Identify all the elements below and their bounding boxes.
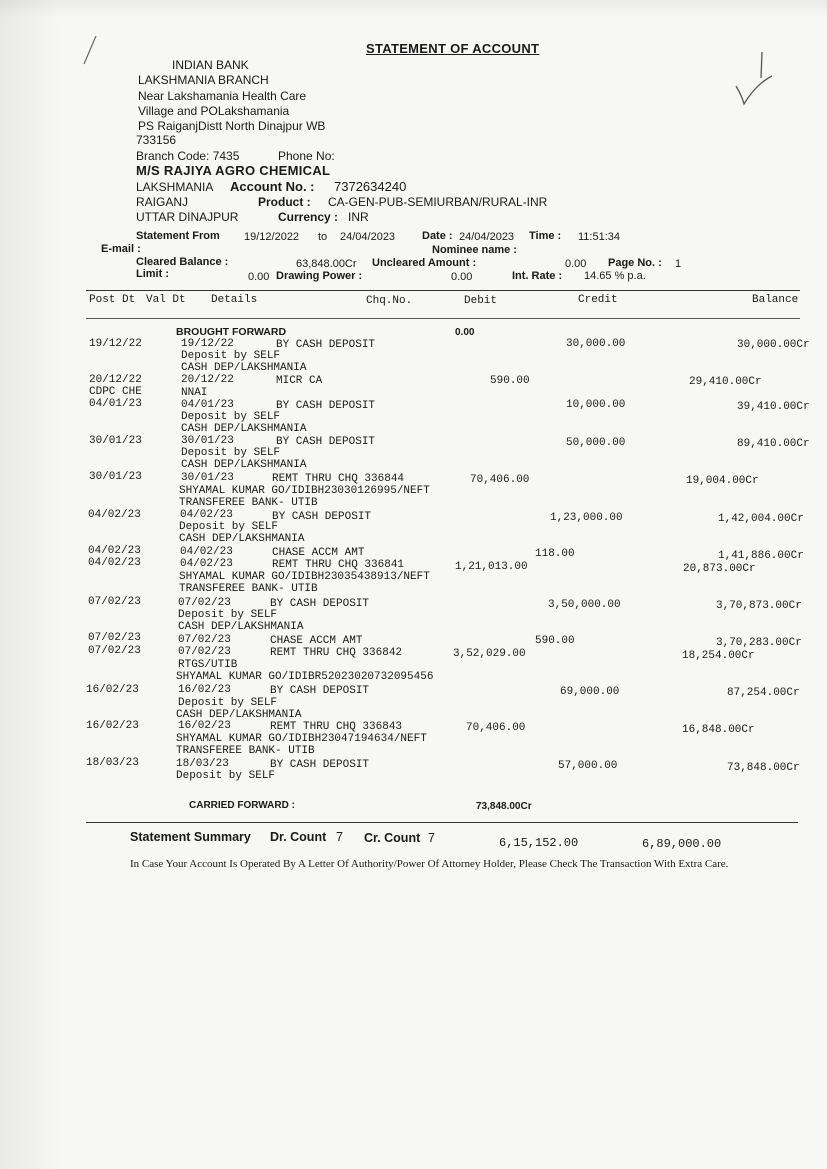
detail-line: Deposit by SELF xyxy=(181,411,281,423)
detail-line: CASH DEP/LAKSHMANIA xyxy=(181,362,307,374)
debit-total: 6,15,152.00 xyxy=(499,836,579,850)
cleared-balance: 63,848.00Cr xyxy=(296,258,357,270)
balance-amount: 20,873.00Cr xyxy=(683,563,756,575)
limit-value: 0.00 xyxy=(248,271,270,283)
detail-line: NNAI xyxy=(181,387,208,399)
branch-code: Branch Code: 7435 xyxy=(136,149,240,163)
interest-rate: 14.65 % p.a. xyxy=(584,270,646,282)
value-date: 04/02/23 xyxy=(180,546,233,558)
date-value: 24/04/2023 xyxy=(459,231,515,243)
time-value: 11:51:34 xyxy=(578,231,621,243)
post-date: 07/02/23 xyxy=(88,596,141,608)
credit-amount: 50,000.00 xyxy=(566,437,626,449)
column-debit: Debit xyxy=(464,295,498,307)
post-date: 04/02/23 xyxy=(88,545,141,557)
debit-amount: 70,406.00 xyxy=(470,474,530,486)
transaction-description: REMT THRU CHQ 336843 xyxy=(270,721,403,733)
uncleared-label: Uncleared Amount : xyxy=(372,257,477,269)
debit-amount: 118.00 xyxy=(535,548,575,560)
detail-line: Deposit by SELF xyxy=(176,770,276,782)
bank-branch: LAKSHMANIA BRANCH xyxy=(138,73,269,87)
post-date: 30/01/23 xyxy=(89,435,142,447)
post-date: 04/02/23 xyxy=(88,509,141,521)
column-cheque-number: Chq.No. xyxy=(366,295,413,307)
value-date: 30/01/23 xyxy=(181,472,234,484)
bank-name: INDIAN BANK xyxy=(172,58,249,72)
transaction-description: BY CASH DEPOSIT xyxy=(276,436,376,448)
value-date: 04/02/23 xyxy=(180,558,233,570)
time-label: Time : xyxy=(529,230,562,242)
value-date: 16/02/23 xyxy=(178,720,231,732)
transaction-description: BY CASH DEPOSIT xyxy=(270,598,370,610)
post-date: 07/02/23 xyxy=(88,632,141,644)
value-date: 07/02/23 xyxy=(178,646,231,658)
detail-line: CASH DEP/LAKSHMANIA xyxy=(181,459,307,471)
date-label: Date : xyxy=(422,230,453,242)
transaction-description: REMT THRU CHQ 336844 xyxy=(272,473,405,485)
transaction-description: CHASE ACCM AMT xyxy=(270,635,363,647)
drawing-power-label: Drawing Power : xyxy=(276,270,363,282)
credit-count: 7 xyxy=(428,831,435,845)
credit-amount: 1,23,000.00 xyxy=(550,512,623,524)
balance-amount: 3,70,873.00Cr xyxy=(716,600,802,612)
balance-amount: 1,42,004.00Cr xyxy=(718,513,804,525)
transaction-description: CHASE ACCM AMT xyxy=(272,547,365,559)
detail-line: SHYAMAL KUMAR GO/IDIBH23047194634/NEFT xyxy=(176,733,427,745)
transaction-description: BY CASH DEPOSIT xyxy=(276,339,376,351)
customer-address-3: UTTAR DINAJPUR xyxy=(136,210,239,224)
statement-to-label: to xyxy=(318,231,328,243)
statement-title: STATEMENT OF ACCOUNT xyxy=(366,41,540,56)
detail-line: Deposit by SELF xyxy=(178,609,278,621)
value-date: 30/01/23 xyxy=(181,435,234,447)
scan-edge-shadow xyxy=(0,0,60,1169)
credit-amount: 69,000.00 xyxy=(560,686,620,698)
balance-amount: 3,70,283.00Cr xyxy=(716,637,802,649)
detail-line: CASH DEP/LAKSHMANIA xyxy=(178,621,304,633)
statement-from-date: 19/12/2022 xyxy=(244,231,300,243)
header-bottom-rule xyxy=(86,318,800,319)
transaction-description: BY CASH DEPOSIT xyxy=(270,759,370,771)
balance-amount: 39,410.00Cr xyxy=(737,401,810,413)
post-date: 18/03/23 xyxy=(86,757,139,769)
account-number-label: Account No. : xyxy=(230,179,315,194)
balance-amount: 73,848.00Cr xyxy=(727,762,800,774)
detail-line: Deposit by SELF xyxy=(179,521,279,533)
post-date: 04/02/23 xyxy=(88,557,141,569)
value-date: 19/12/22 xyxy=(181,338,234,350)
cleared-balance-label: Cleared Balance : xyxy=(136,256,229,268)
debit-amount: 590.00 xyxy=(490,375,530,387)
column-post-date: Post Dt xyxy=(89,294,136,306)
detail-line: Deposit by SELF xyxy=(178,697,278,709)
value-date: 18/03/23 xyxy=(176,758,229,770)
credit-amount: 30,000.00 xyxy=(566,338,626,350)
summary-label: Statement Summary xyxy=(130,830,251,844)
detail-line: SHYAMAL KUMAR GO/IDIBH23030126995/NEFT xyxy=(179,485,430,497)
debit-count-label: Dr. Count xyxy=(270,830,327,844)
credit-amount: 57,000.00 xyxy=(558,760,618,772)
transaction-description: BY CASH DEPOSIT xyxy=(276,400,376,412)
transaction-description: REMT THRU CHQ 336841 xyxy=(272,559,405,571)
header-top-rule xyxy=(86,290,800,291)
balance-amount: 87,254.00Cr xyxy=(727,687,800,699)
currency-label: Currency : xyxy=(278,210,339,224)
column-credit: Credit xyxy=(578,294,618,306)
post-date: 16/02/23 xyxy=(86,684,139,696)
post-date: 07/02/23 xyxy=(88,645,141,657)
value-date: 20/12/22 xyxy=(181,374,234,386)
post-date: 16/02/23 xyxy=(86,720,139,732)
account-number: 7372634240 xyxy=(334,179,407,194)
detail-line: SHYAMAL KUMAR GO/IDIBH23035438913/NEFT xyxy=(179,571,430,583)
statement-from-label: Statement From xyxy=(136,230,220,242)
bank-address-line-3: PS RaiganjDistt North Dinajpur WB xyxy=(138,119,326,133)
interest-rate-label: Int. Rate : xyxy=(512,270,563,282)
carried-forward-amount: 73,848.00Cr xyxy=(476,801,532,812)
column-value-date: Val Dt xyxy=(146,294,186,306)
detail-line: Deposit by SELF xyxy=(181,350,281,362)
page-number: 1 xyxy=(675,258,682,270)
credit-amount: 3,50,000.00 xyxy=(548,599,621,611)
scan-top-shadow xyxy=(0,0,827,18)
detail-line: CASH DEP/LAKSHMANIA xyxy=(176,709,302,721)
balance-amount: 19,004.00Cr xyxy=(686,475,759,487)
customer-address-1: LAKSHMANIA xyxy=(136,180,214,194)
balance-amount: 18,254.00Cr xyxy=(682,650,755,662)
transaction-description: REMT THRU CHQ 336842 xyxy=(270,647,403,659)
credit-count-label: Cr. Count xyxy=(364,831,421,845)
brought-forward-amount: 0.00 xyxy=(455,327,475,338)
brought-forward-label: BROUGHT FORWARD xyxy=(176,326,287,338)
debit-amount: 3,52,029.00 xyxy=(453,648,526,660)
value-date: 07/02/23 xyxy=(178,597,231,609)
detail-line: Deposit by SELF xyxy=(181,447,281,459)
statement-to-date: 24/04/2023 xyxy=(340,231,396,243)
value-date: 07/02/23 xyxy=(178,634,231,646)
post-date: 20/12/22 xyxy=(89,374,142,386)
balance-amount: 1,41,886.00Cr xyxy=(718,550,804,562)
transaction-description: MICR CA xyxy=(276,375,323,387)
debit-count: 7 xyxy=(336,830,343,844)
drawing-power: 0.00 xyxy=(451,271,473,283)
post-date: 19/12/22 xyxy=(89,338,142,350)
customer-name: M/S RAJIYA AGRO CHEMICAL xyxy=(136,163,331,178)
credit-amount: 10,000.00 xyxy=(566,399,626,411)
page-number-label: Page No. : xyxy=(608,257,662,269)
detail-line: RTGS/UTIB xyxy=(178,659,238,671)
email-label: E-mail : xyxy=(101,243,141,255)
bank-address-line-2: Village and POLakshamania xyxy=(138,104,290,118)
detail-line: TRANSFEREE BANK- UTIB xyxy=(179,497,318,509)
balance-amount: 30,000.00Cr xyxy=(737,339,810,351)
post-date: 04/01/23 xyxy=(89,398,142,410)
transaction-description: BY CASH DEPOSIT xyxy=(272,511,372,523)
value-date: 04/02/23 xyxy=(180,509,233,521)
debit-amount: 70,406.00 xyxy=(466,722,526,734)
credit-total: 6,89,000.00 xyxy=(642,837,722,851)
bank-address-line-1: Near Lakshamania Health Care xyxy=(138,89,307,103)
detail-line: TRANSFEREE BANK- UTIB xyxy=(179,583,318,595)
product-label: Product : xyxy=(258,195,311,209)
post-date-extra: CDPC CHE xyxy=(89,386,142,398)
authority-notice: In Case Your Account Is Operated By A Letter Of Authority/Power Of Attorney Holder, Please Check The Transaction With Extra Care. xyxy=(130,858,729,870)
column-details: Details xyxy=(211,294,258,306)
product-value: CA-GEN-PUB-SEMIURBAN/RURAL-INR xyxy=(328,195,548,209)
value-date: 04/01/23 xyxy=(181,399,234,411)
bank-pin: 733156 xyxy=(136,133,177,147)
balance-amount: 16,848.00Cr xyxy=(682,724,755,736)
phone-label: Phone No: xyxy=(278,149,335,163)
limit-label: Limit : xyxy=(136,268,169,280)
post-date: 30/01/23 xyxy=(89,471,142,483)
value-date: 16/02/23 xyxy=(178,684,231,696)
nominee-label: Nominee name : xyxy=(432,244,517,256)
debit-amount: 590.00 xyxy=(535,635,575,647)
pen-stroke-mark-icon xyxy=(70,30,120,70)
pen-tick-mark-icon xyxy=(728,44,778,114)
detail-line: TRANSFEREE BANK- UTIB xyxy=(176,745,315,757)
detail-line: CASH DEP/LAKSHMANIA xyxy=(181,423,307,435)
debit-amount: 1,21,013.00 xyxy=(455,561,528,573)
currency-value: INR xyxy=(348,210,369,224)
carried-forward-label: CARRIED FORWARD : xyxy=(189,800,295,811)
uncleared-amount: 0.00 xyxy=(565,258,587,270)
detail-line: CASH DEP/LAKSHMANIA xyxy=(179,533,305,545)
detail-line: SHYAMAL KUMAR GO/IDIBR52023020732095456 xyxy=(176,671,434,683)
customer-address-2: RAIGANJ xyxy=(136,195,189,209)
transaction-description: BY CASH DEPOSIT xyxy=(270,685,370,697)
balance-amount: 29,410.00Cr xyxy=(689,376,762,388)
column-balance: Balance xyxy=(752,294,799,306)
balance-amount: 89,410.00Cr xyxy=(737,438,810,450)
summary-rule xyxy=(86,822,798,823)
